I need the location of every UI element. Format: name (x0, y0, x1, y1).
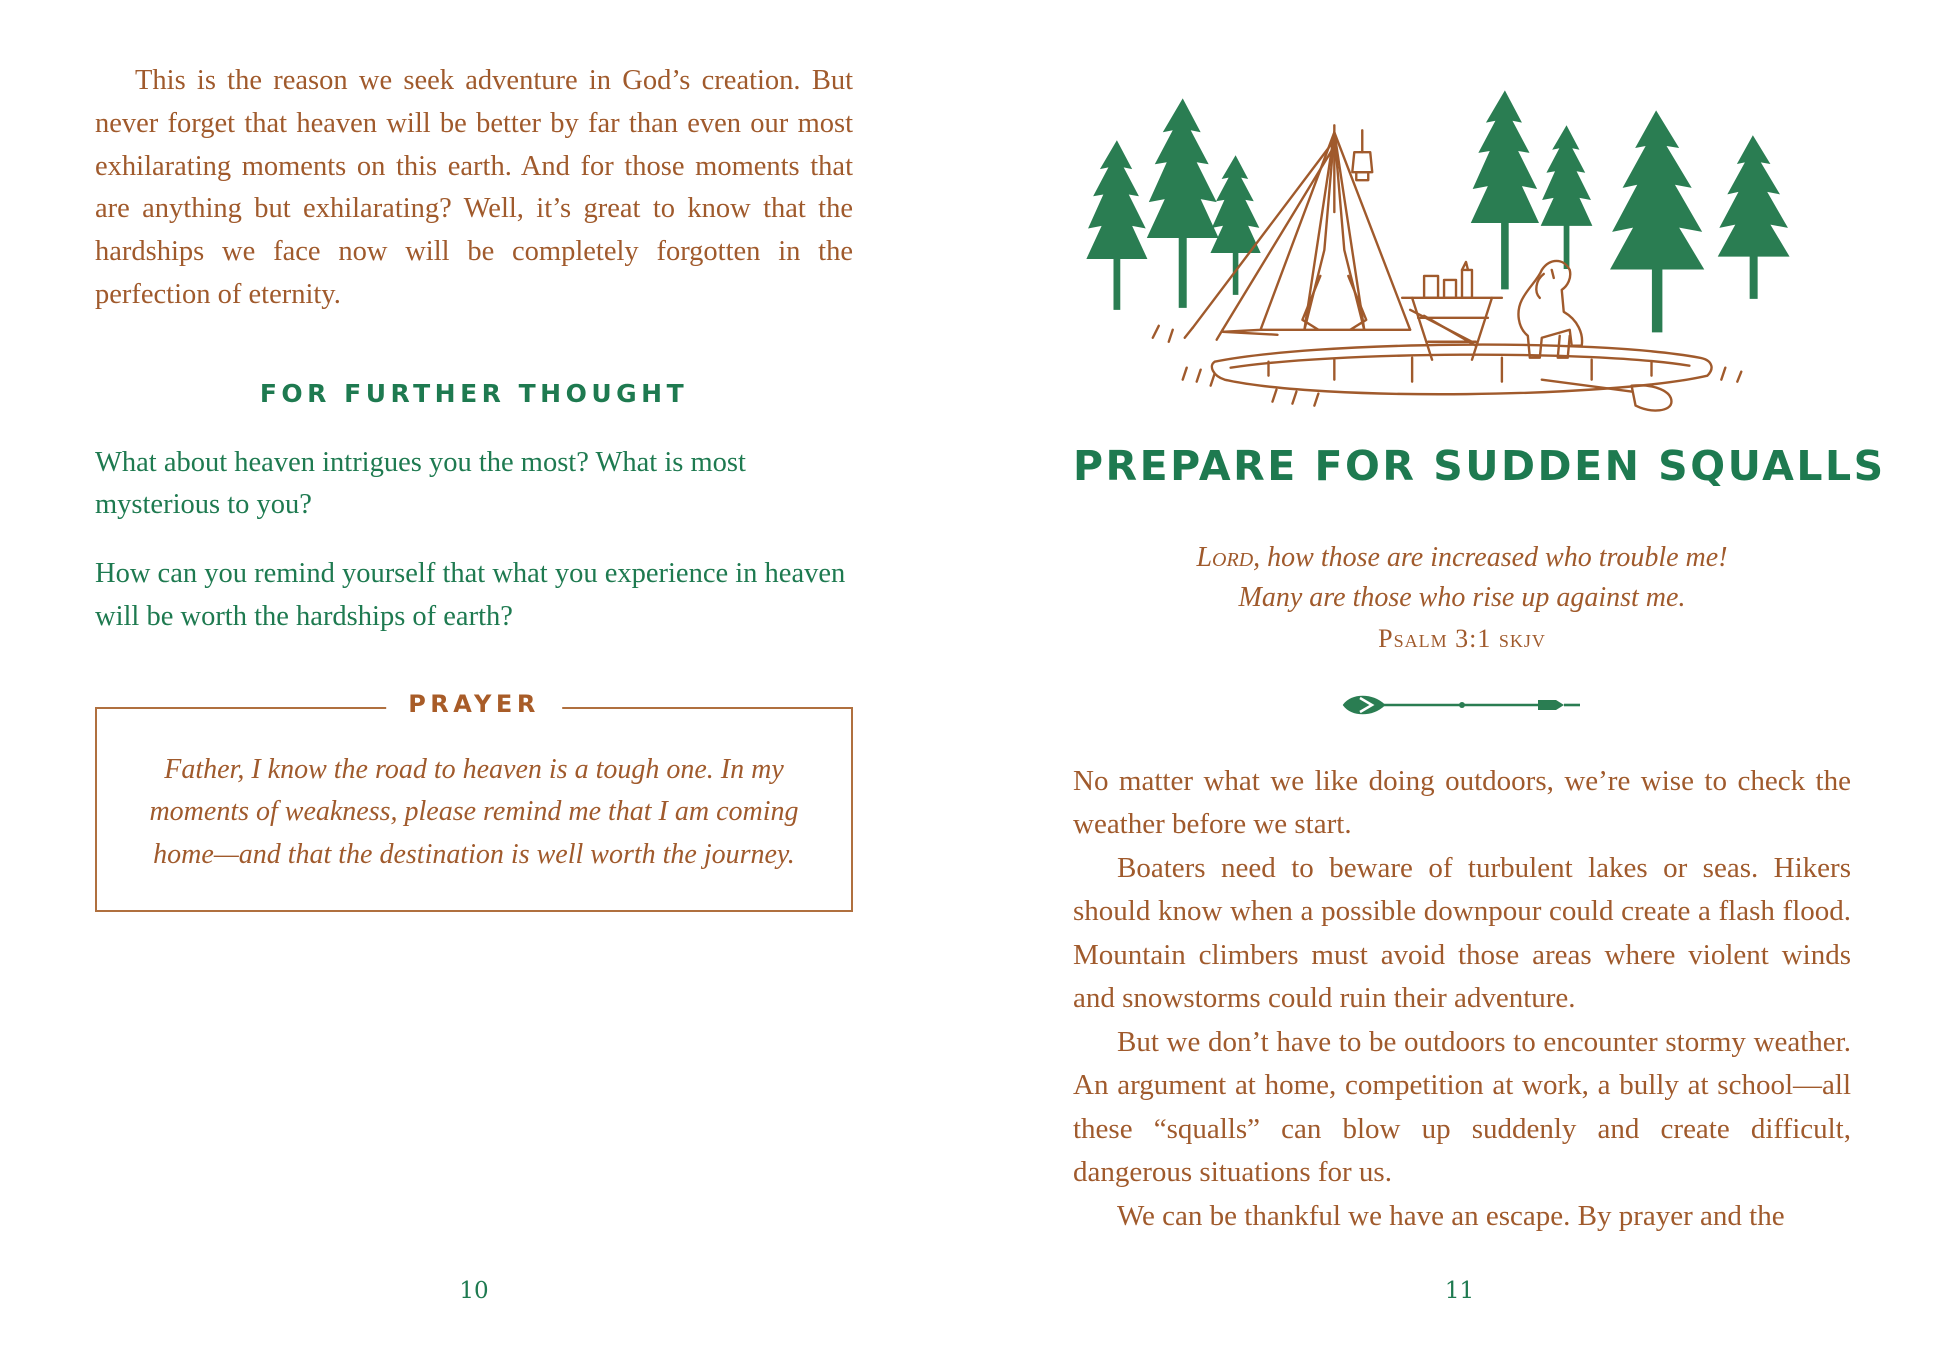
page-number-left: 10 (459, 1278, 489, 1304)
verse-reference: Psalm 3:1 skjv (1378, 623, 1546, 653)
verse-lord-word: Lord (1196, 542, 1254, 573)
body-paragraph: No matter what we like doing outdoors, we’re wise to check the weather before we start. (1073, 764, 1851, 840)
verse-line-2: Many are those who rise up against me. (1238, 581, 1686, 613)
right-page (973, 0, 1946, 1362)
chapter-title: PREPARE FOR SUDDEN SQUALLS (1073, 442, 1886, 490)
body-paragraph: We can be thankful we have an escape. By prayer and the (1117, 1199, 1785, 1232)
prayer-label: PRAYER (386, 690, 562, 718)
section-heading-for-further-thought: FOR FURTHER THOUGHT (259, 378, 689, 408)
body-paragraph: Boaters need to beware of turbulent lakes or seas. Hikers should know when a possible downpour could create a flash flood. Mountain climbers must avoid those areas where violent winds and snowstorms could ruin their adventure. (1073, 851, 1851, 1014)
intro-paragraph: This is the reason we seek adventure in God’s creation. But never forget that heaven will be better by far than even our most exhilarating moments on this earth. And for those moments that are anything but exhilarating? Well, it’s great to know that the hardships we face now will be completely forgotten in the perfection of eternity. (95, 65, 853, 310)
chapter-body (1073, 760, 1851, 1239)
campsite-tent-canoe-dog-illustration (1073, 60, 1851, 430)
canoe-paddle-divider (1332, 688, 1592, 722)
body-paragraph: But we don’t have to be outdoors to encounter stormy weather. An argument at home, competition at work, a bully at school—all these “squalls” can blow up suddenly and create difficult, dangerous situations for us. (1073, 1025, 1851, 1188)
reflection-question: What about heaven intrigues you the most? What is most mysterious to you? (95, 446, 746, 521)
verse-line-1: , how those are increased who trouble me! (1253, 542, 1728, 573)
verse-text (1073, 538, 1851, 618)
prayer-box (95, 689, 853, 913)
page-number-right: 11 (1444, 1278, 1475, 1304)
prayer-text: Father, I know the road to heaven is a tough one. In my moments of weakness, please remind me that I am coming home—and that the destination is well worth the journey. (149, 753, 799, 870)
reflection-question: How can you remind yourself that what you experience in heaven will be worth the hardships of earth? (95, 558, 846, 632)
